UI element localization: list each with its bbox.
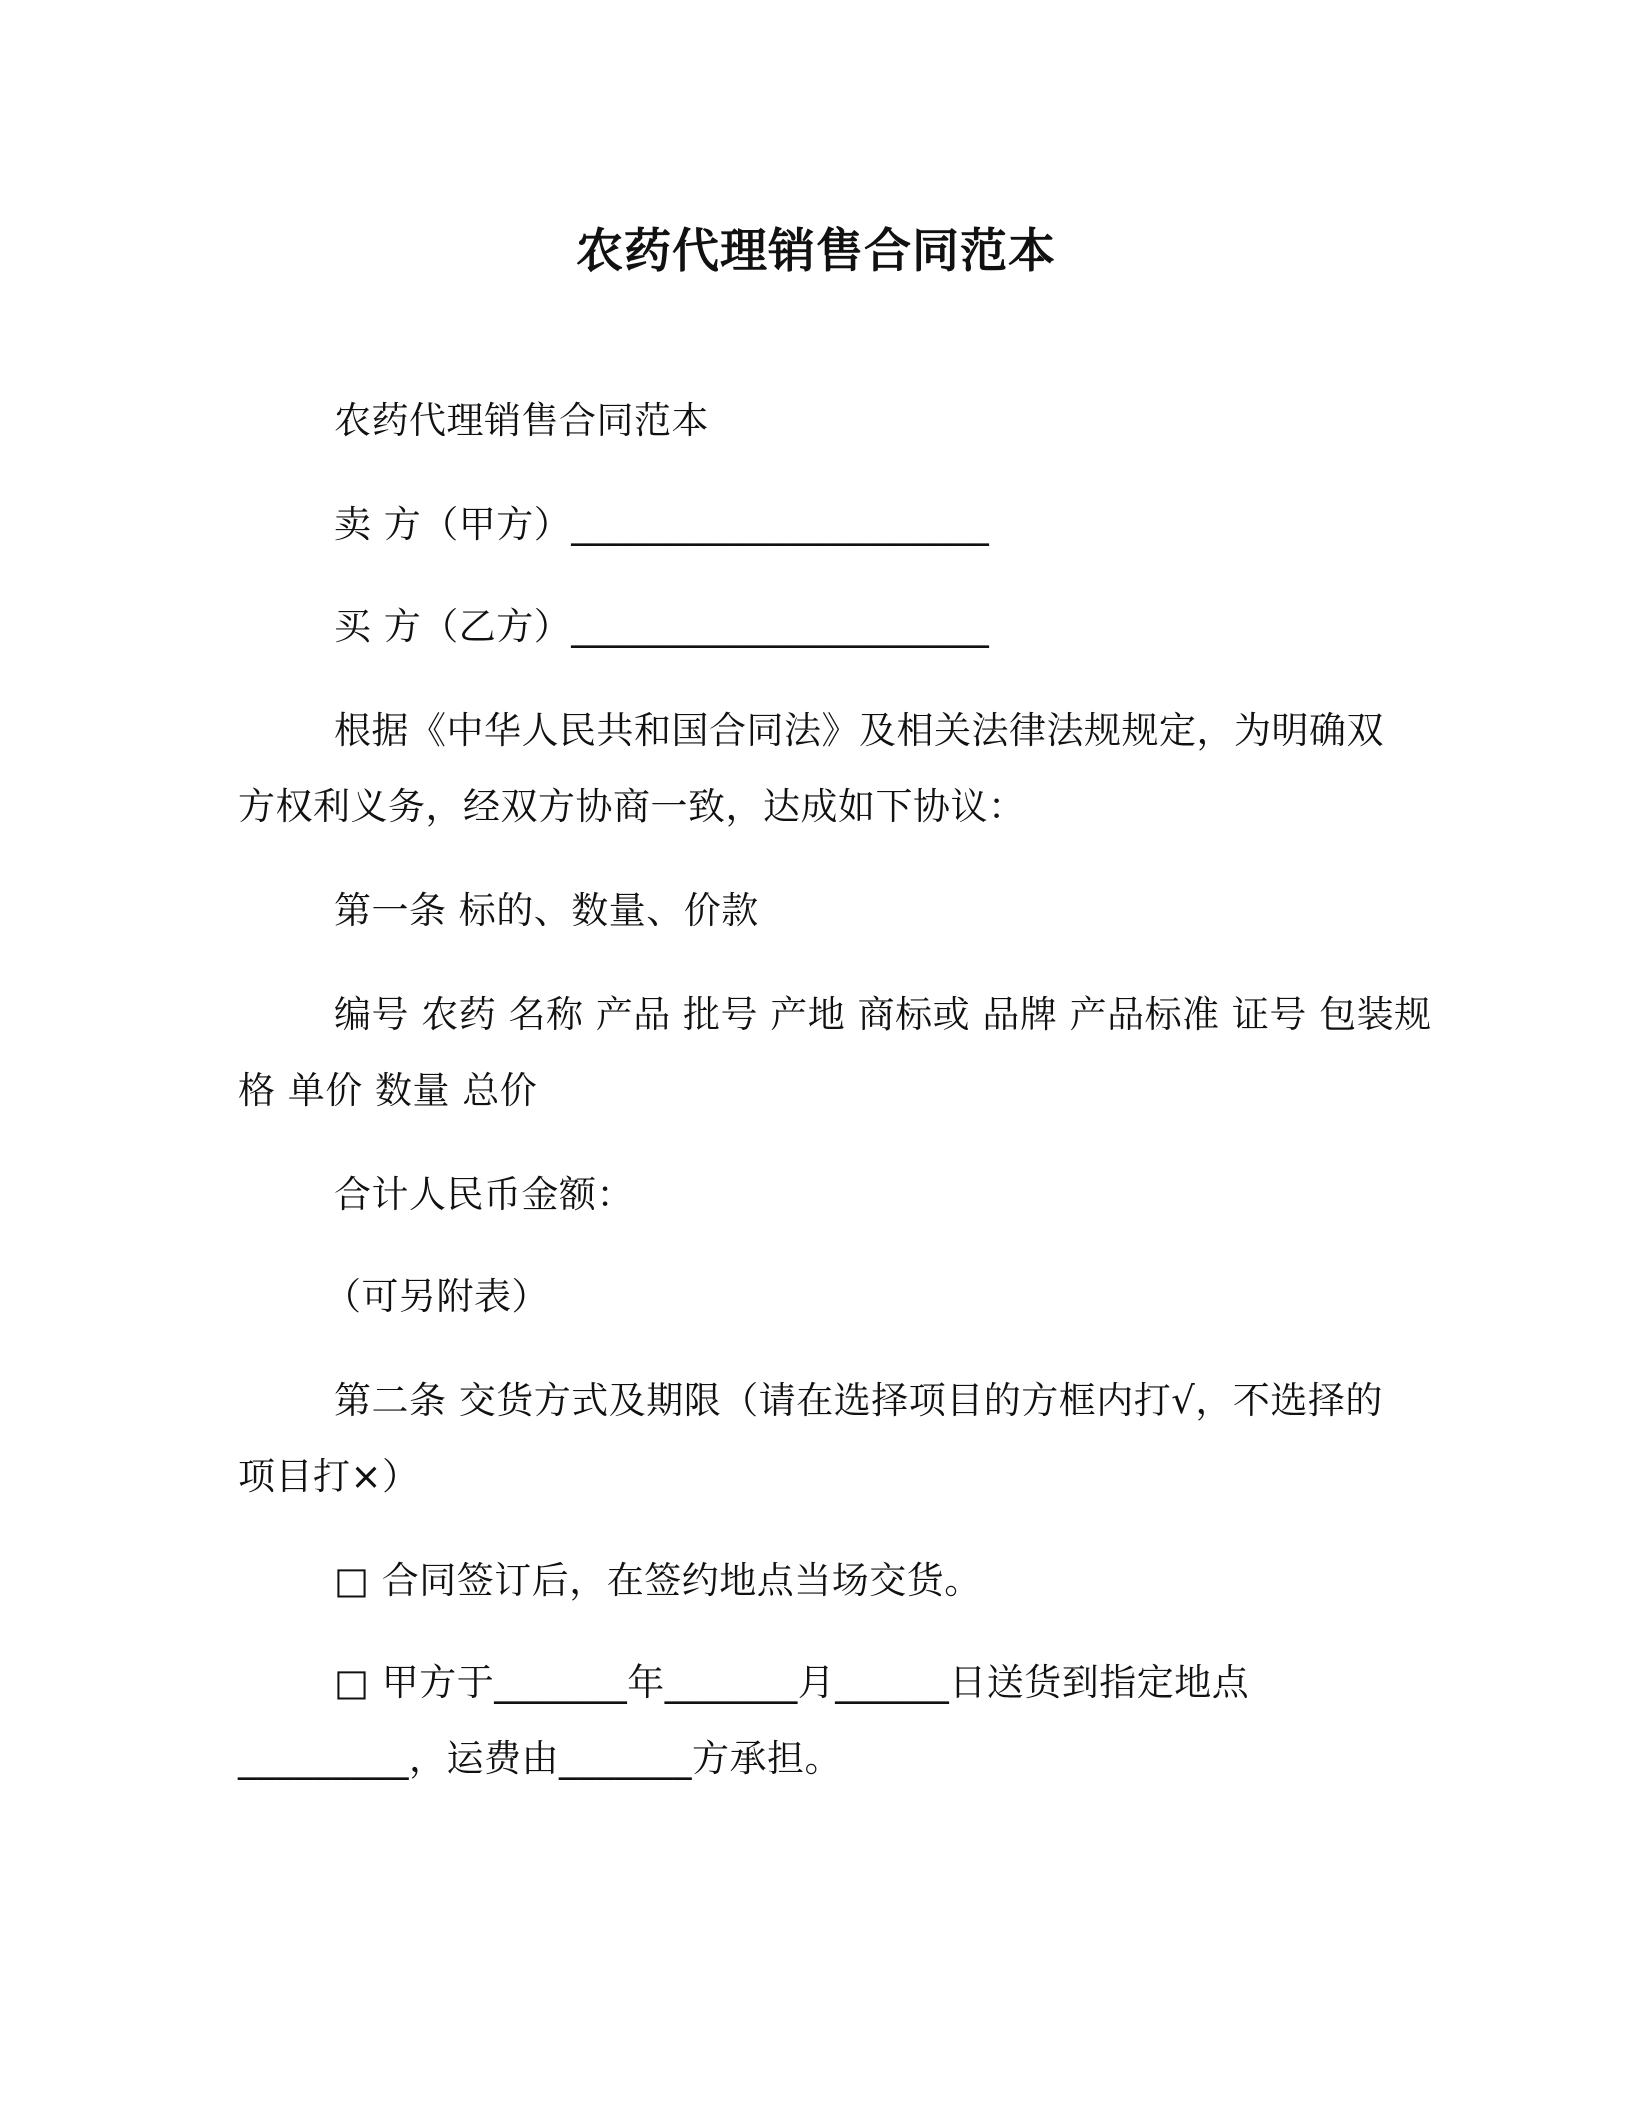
document-title: 农药代理销售合同范本 [576,224,1056,279]
table-header-line-2: 格 单价 数量 总价 [238,1069,538,1112]
subtitle-line: 农药代理销售合同范本 [334,399,709,442]
seller-line: 卖 方（甲方）______________________ [334,503,990,546]
attachment-note: （可另附表） [324,1275,549,1318]
option-seller-delivery-line-2: _________，运费由_______方承担。 [238,1737,842,1780]
article-2-line-1: 第二条 交货方式及期限（请在选择项目的方框内打√，不选择的 [334,1379,1383,1422]
buyer-line: 买 方（乙方）______________________ [334,605,990,648]
preamble-line-2: 方权利义务，经双方协商一致，达成如下协议： [238,785,1026,828]
total-amount-line: 合计人民币金额： [334,1173,634,1216]
option-onsite-delivery: □ 合同签订后，在签约地点当场交货。 [334,1559,982,1602]
preamble-line-1: 根据《中华人民共和国合同法》及相关法律法规规定，为明确双 [334,709,1384,752]
option-seller-delivery-line-1: □ 甲方于_______年_______月______日送货到指定地点 [334,1661,1250,1704]
article-2-line-2: 项目打×） [238,1455,420,1498]
table-header-line-1: 编号 农药 名称 产品 批号 产地 商标或 品牌 产品标准 证号 包装规 [334,993,1432,1036]
article-1-heading: 第一条 标的、数量、价款 [334,889,759,932]
